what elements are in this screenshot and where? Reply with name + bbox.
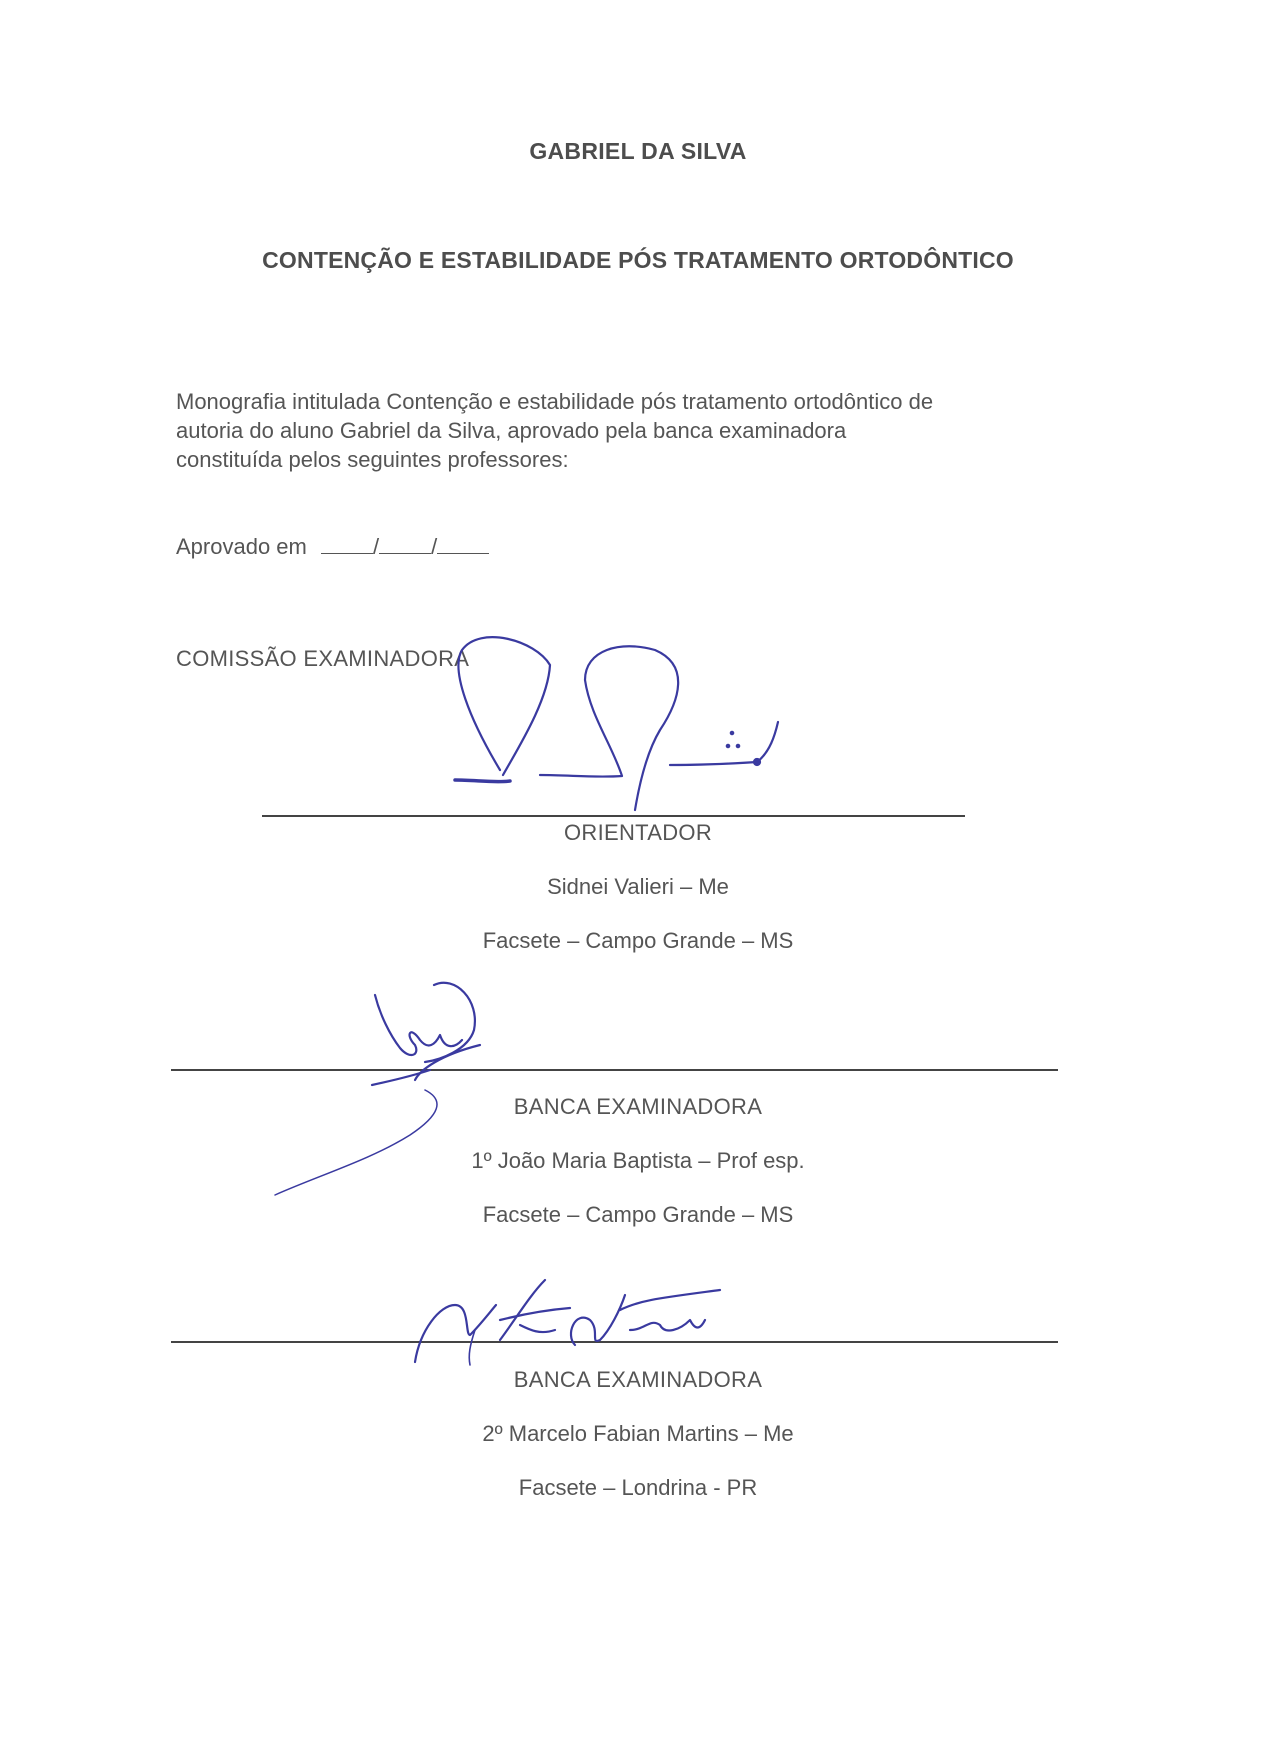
abstract-line: autoria do aluno Gabriel da Silva, aprovado pela banca examinadora bbox=[176, 418, 847, 443]
abstract-line: constituída pelos seguintes professores: bbox=[176, 447, 569, 472]
date-year-blank bbox=[437, 533, 489, 554]
member-name: Sidnei Valieri – Me bbox=[547, 874, 729, 899]
date-day-blank bbox=[321, 533, 373, 554]
approval-label: Aprovado em bbox=[176, 534, 307, 559]
member-institution: Facsete – Campo Grande – MS bbox=[482, 1202, 794, 1227]
approval-date bbox=[176, 533, 489, 560]
member-institution: Facsete – Londrina - PR bbox=[518, 1475, 758, 1500]
member-name: 1º João Maria Baptista – Prof esp. bbox=[471, 1148, 805, 1173]
commission-heading: COMISSÃO EXAMINADORA bbox=[176, 646, 470, 671]
signature-line bbox=[171, 1341, 1058, 1343]
member-name: 2º Marcelo Fabian Martins – Me bbox=[482, 1421, 794, 1446]
member-role: BANCA EXAMINADORA bbox=[513, 1367, 763, 1392]
member-institution: Facsete – Campo Grande – MS bbox=[482, 928, 794, 953]
document-title: CONTENÇÃO E ESTABILIDADE PÓS TRATAMENTO ORTODÔNTICO bbox=[262, 247, 1014, 273]
signature-orientador bbox=[455, 637, 778, 810]
date-separator: / bbox=[372, 534, 380, 559]
date-month-blank bbox=[379, 533, 431, 554]
member-role: ORIENTADOR bbox=[563, 820, 713, 845]
abstract-paragraph bbox=[176, 387, 1056, 474]
member-role: BANCA EXAMINADORA bbox=[513, 1094, 763, 1119]
signature-line bbox=[171, 1069, 1058, 1071]
author-name: GABRIEL DA SILVA bbox=[529, 138, 747, 164]
date-separator: / bbox=[431, 534, 438, 559]
signature-banca-2 bbox=[415, 1280, 720, 1365]
abstract-line: Monografia intitulada Contenção e estabilidade pós tratamento ortodôntico de bbox=[176, 389, 934, 414]
signature-line bbox=[262, 815, 965, 817]
